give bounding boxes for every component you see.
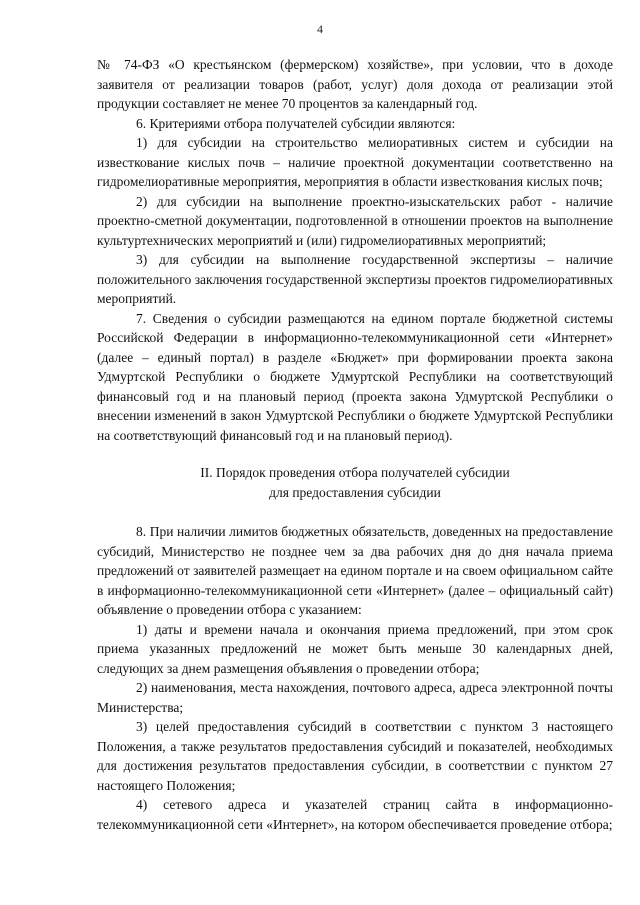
section-heading-line-1: II. Порядок проведения отбора получателей субсидии [200,465,510,480]
section-heading-line-2: для предоставления субсидии [269,484,441,500]
paragraph-8-item-2: 2) наименования, места нахождения, почтового адреса, адреса электронной почты Министерства; [97,680,613,715]
paragraph-criteria: 6. Критериями отбора получателей субсидии являются: [136,115,456,131]
paragraph-criterion-1: 1) для субсидии на строительство мелиоративных систем и субсидии на известкование кислых почв – наличие проектной документации соответственно на гидромелиоративные мероприятия, мероприятия в области известкования кислых почв; [97,135,613,189]
paragraph-criterion-2: 2) для субсидии на выполнение проектно-изыскательских работ - наличие проектно-сметной документации, подготовленной в отношении проектов на выполнение культуртехнических мероприятий и (или) гидромелиоративных мероприятий; [97,193,613,248]
paragraph-8-item-3: 3) целей предоставления субсидий в соответствии с пунктом 3 настоящего Положения, а также результатов предоставления субсидий и показателей, необходимых для достижения результатов предоставления субсидии, в соответствии с пунктом 27 настоящего Положения; [97,719,613,793]
paragraph-criterion-3: 3) для субсидии на выполнение государственной экспертизы – наличие положительного заключения государственной экспертизы проектов гидромелиоративных мероприятий. [97,252,613,306]
paragraph-continuation: № 74-ФЗ «О крестьянском (фермерском) хозяйстве», при условии, что в доходе заявителя от реализации товаров (работ, услуг) доля дохода от реализации этой продукции составляет не менее 70 процентов за календарный год. [97,57,613,111]
spacer [97,502,613,522]
paragraph-8-item-1: 1) даты и времени начала и окончания приема предложений, при этом срок приема указанных предложений не может быть меньше 30 календарных дней, следующих за днем размещения объявления о проведении отбора; [97,621,613,676]
page-number: 4 [317,22,323,36]
paragraph-8-item-4: 4) сетевого адреса и указателей страниц сайта в информационно-телекоммуникационной сети «Интернет», на котором обеспечивается проведение отбора; [97,797,613,832]
paragraph-8: 8. При наличии лимитов бюджетных обязательств, доведенных на предоставление субсидий, Министерство не позднее чем за два рабочих дня до дня начала приема предложений от заявителей размещает на едином портале и на своем официальном сайте в информационно-телекоммуникационной сети «Интернет» (далее – официальный сайт) объявление о проведении отбора с указанием: [97,524,613,617]
spacer [97,445,613,463]
document-body [97,55,613,834]
paragraph-7: 7. Сведения о субсидии размещаются на едином портале бюджетной системы Российской Федерации в информационно-телекоммуникационной сети «Интернет» (далее – единый портал) в разделе «Бюджет» при формировании проекта закона Удмуртской Республики о бюджете Удмуртской Республики на соответствующий финансовый год и на плановый период (проекта закона Удмуртской Республики о внесении изменений в закон Удмуртской Республики о бюджете Удмуртской Республики на соответствующий финансовый год и на плановый период). [97,310,613,443]
